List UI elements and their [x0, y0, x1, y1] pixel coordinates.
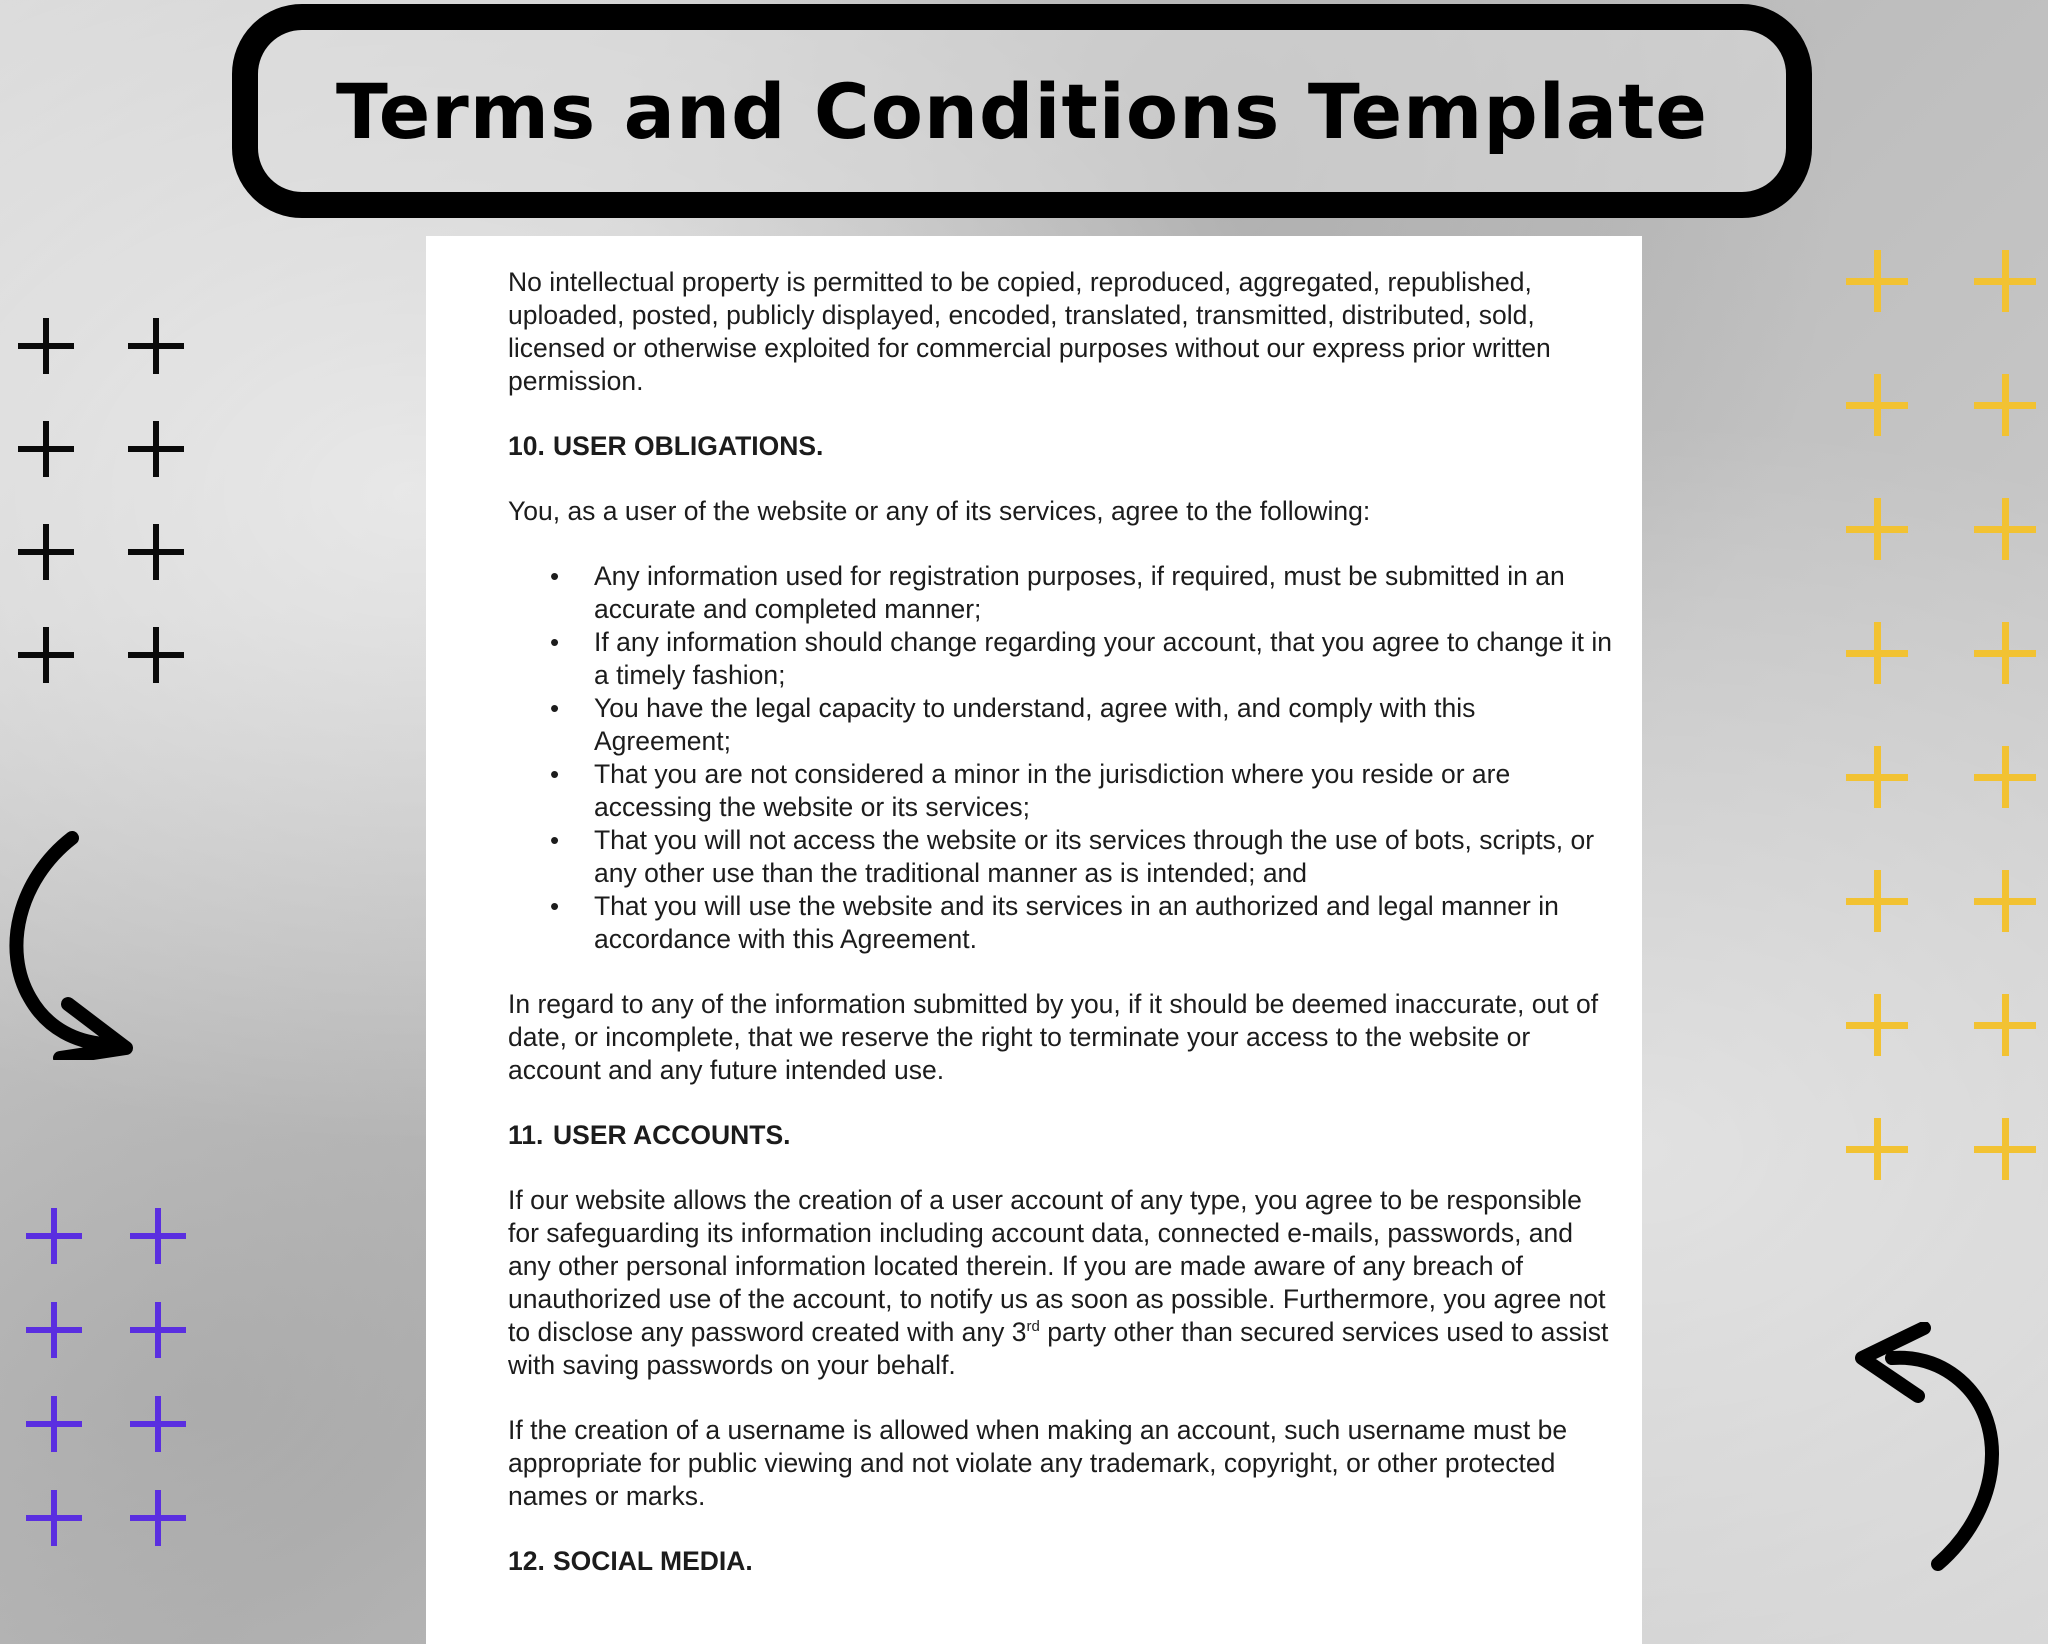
list-item: • Any information used for registration purposes, if required, must be submitted in an accurate and completed manner;: [594, 560, 1616, 626]
plus-icon: [26, 1490, 82, 1546]
plus-icon: [26, 1208, 82, 1264]
plus-icon: [1974, 374, 2036, 436]
list-item: • That you are not considered a minor in the jurisdiction where you reside or are accessing the website or its services;: [594, 758, 1616, 824]
section-10-heading: 10. USER OBLIGATIONS.: [508, 431, 824, 461]
plus-icon: [18, 524, 74, 580]
plus-icon: [26, 1396, 82, 1452]
curved-arrow-down-right-icon: [0, 830, 140, 1060]
plus-icon: [128, 421, 184, 477]
ordinal-superscript: rd: [1026, 1318, 1040, 1336]
plus-icon: [1846, 250, 1908, 312]
page-title: Terms and Conditions Template: [336, 66, 1708, 156]
list-item: • That you will use the website and its services in an authorized and legal manner in accordance with this Agreement.: [594, 890, 1616, 956]
section-10-number: 10.: [508, 431, 545, 461]
section-11-title: USER ACCOUNTS: [553, 1120, 784, 1150]
curved-arrow-up-left-icon: [1848, 1322, 2008, 1572]
section-11-p1-text-b: party other than secured services used to assist with saving passwords on your behalf.: [508, 1317, 1609, 1380]
section-11-paragraph-2: If the creation of a username is allowed when making an account, such username must be appropriate for public viewing and not violate any trademark, copyright, or other protected names or marks.: [508, 1415, 1568, 1511]
section-12-heading: 12. SOCIAL MEDIA.: [508, 1546, 753, 1576]
section-11-number: 11.: [508, 1120, 544, 1150]
plus-icon: [128, 318, 184, 374]
plus-icon: [1846, 746, 1908, 808]
plus-icon: [130, 1302, 186, 1358]
plus-icon: [1974, 250, 2036, 312]
section-12-number: 12.: [508, 1546, 545, 1576]
plus-icon: [1846, 994, 1908, 1056]
section-10-intro: You, as a user of the website or any of its services, agree to the following:: [508, 496, 1371, 526]
plus-icon: [1974, 746, 2036, 808]
plus-icon: [128, 524, 184, 580]
section-10-title: USER OBLIGATIONS: [553, 431, 817, 461]
plus-icon: [18, 627, 74, 683]
yellow-plus-grid: [1846, 250, 2036, 1180]
plus-icon: [18, 421, 74, 477]
section-11-paragraph-1: [508, 1184, 1616, 1382]
plus-icon: [1846, 498, 1908, 560]
plus-icon: [1974, 870, 2036, 932]
plus-icon: [130, 1396, 186, 1452]
obligations-list: [508, 560, 1616, 956]
list-item: • If any information should change regarding your account, that you agree to change it in a timely fashion;: [594, 626, 1616, 692]
plus-icon: [1974, 622, 2036, 684]
section-11-p1-text-a: If our website allows the creation of a user account of any type, you agree to be responsible for safeguarding its information including account data, connected e-mails, passwords, and any other personal information located therein. If you are made aware of any breach of unauthorized use of the account, to notify us as soon as possible. Furthermore, you agree not to disclose any password created with any 3: [508, 1185, 1606, 1347]
title-banner: [232, 4, 1812, 218]
plus-icon: [1974, 994, 2036, 1056]
plus-icon: [18, 318, 74, 374]
plus-icon: [1846, 374, 1908, 436]
purple-plus-grid: [26, 1208, 186, 1546]
document-page: [426, 236, 1642, 1644]
intro-paragraph: No intellectual property is permitted to be copied, reproduced, aggregated, republished, uploaded, posted, publicly displayed, encoded, translated, transmitted, distributed, sold, licensed or otherwise exploited for commercial purposes without our express prior written permission.: [508, 267, 1551, 396]
black-plus-grid: [18, 318, 184, 683]
plus-icon: [1846, 1118, 1908, 1180]
plus-icon: [1974, 498, 2036, 560]
plus-icon: [130, 1208, 186, 1264]
list-item: • You have the legal capacity to understand, agree with, and comply with this Agreement;: [594, 692, 1616, 758]
plus-icon: [1974, 1118, 2036, 1180]
plus-icon: [1846, 870, 1908, 932]
plus-icon: [26, 1302, 82, 1358]
plus-icon: [1846, 622, 1908, 684]
list-item: • That you will not access the website or its services through the use of bots, scripts, or any other use than the traditional manner as is intended; and: [594, 824, 1616, 890]
plus-icon: [128, 627, 184, 683]
section-12-title: SOCIAL MEDIA: [553, 1546, 746, 1576]
plus-icon: [130, 1490, 186, 1546]
section-11-heading: 11. USER ACCOUNTS.: [508, 1120, 791, 1150]
section-10-closing: In regard to any of the information submitted by you, if it should be deemed inaccurate, out of date, or incomplete, that we reserve the right to terminate your access to the website or account and any future intended use.: [508, 989, 1599, 1085]
